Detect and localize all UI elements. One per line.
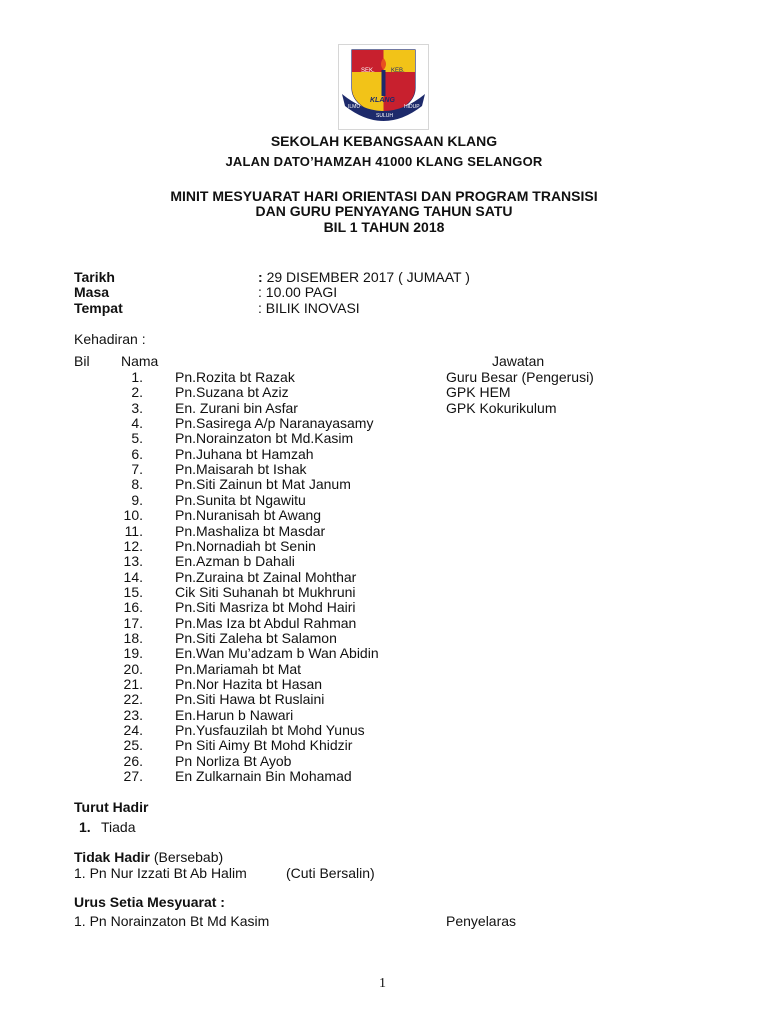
meta-value-masa: : 10.00 PAGI [258, 284, 338, 300]
tidak-hadir-heading-line [74, 849, 223, 865]
attendance-row-name: Pn.Mashaliza bt Masdar [175, 522, 326, 539]
attendance-row-name: Pn.Zuraina bt Zainal Mohthar [175, 568, 357, 585]
attendance-row-number: 13. [123, 553, 143, 570]
urus-setia-heading: Urus Setia Mesyuarat : [74, 894, 225, 910]
attendance-row-number: 3. [131, 399, 143, 416]
meta-value-tarikh: : 29 DISEMBER 2017 ( JUMAAT ) [258, 269, 470, 285]
tidak-hadir-item: 1. Pn Nur Izzati Bt Ab Halim [74, 865, 247, 881]
logo-ribbon-ilmu: ILMU [348, 104, 360, 110]
attendance-row-number: 6. [131, 445, 143, 462]
attendance-row-number: 4. [131, 415, 143, 432]
attendance-row-name: En.Harun b Nawari [175, 706, 294, 723]
attendance-row-number: 19. [123, 645, 143, 662]
attendance-heading: Kehadiran : [74, 331, 146, 347]
attendance-row-number: 16. [123, 599, 143, 616]
attendance-row-number: 22. [123, 691, 143, 708]
logo-text-keb: KEB. [391, 68, 405, 74]
attendance-row-name: Pn.Siti Hawa bt Ruslaini [175, 691, 325, 708]
attendance-row-name: Pn.Siti Zainun bt Mat Janum [175, 476, 351, 493]
school-logo [338, 44, 429, 130]
meta-masa-text: 10.00 PAGI [265, 284, 338, 300]
meta-label-masa: Masa [74, 284, 110, 300]
tidak-hadir-heading: Tidak Hadir [74, 849, 150, 865]
attendance-row-number: 25. [123, 737, 143, 754]
attendance-row-number: 5. [131, 430, 143, 447]
attendance-row-name: Pn.Siti Masriza bt Mohd Hairi [175, 599, 356, 616]
attendance-row-name: Pn.Nornadiah bt Senin [175, 537, 316, 554]
attendance-row-name: Pn.Juhana bt Hamzah [175, 445, 314, 462]
tidak-hadir-note: (Bersebab) [153, 849, 224, 865]
attendance-row-number: 7. [131, 461, 143, 478]
attendance-row-number: 14. [123, 568, 143, 585]
tidak-hadir-reason: (Cuti Bersalin) [286, 865, 375, 881]
attendance-row-name: Pn Norliza Bt Ayob [175, 752, 292, 769]
meta-label-tempat: Tempat [74, 300, 123, 316]
attendance-row-number: 20. [123, 660, 143, 677]
page-number: 1 [379, 976, 386, 991]
attendance-row-name: Pn.Yusfauzilah bt Mohd Yunus [175, 722, 365, 739]
col-nama-header: Nama [121, 353, 159, 369]
attendance-row-name: Pn Siti Aimy Bt Mohd Khidzir [175, 737, 353, 754]
title-line-3: BIL 1 TAHUN 2018 [323, 219, 445, 235]
meta-label-tarikh: Tarikh [74, 269, 115, 285]
attendance-row-name: Pn.Norainzaton bt Md.Kasim [175, 430, 354, 447]
col-bil-header: Bil [74, 353, 90, 369]
school-address: JALAN DATO’HAMZAH 41000 KLANG SELANGOR [225, 154, 543, 169]
attendance-row-name: Cik Siti Suhanah bt Mukhruni [175, 583, 356, 600]
attendance-row-number: 26. [123, 752, 143, 769]
logo-text-klang: KLANG [370, 97, 395, 104]
attendance-row-name: En Zulkarnain Bin Mohamad [175, 768, 352, 785]
attendance-row-number: 21. [123, 676, 143, 692]
attendance-row-number: 12. [123, 537, 143, 554]
title-line-2: DAN GURU PENYAYANG TAHUN SATU [255, 203, 513, 219]
meta-tempat-text: BILIK INOVASI [265, 300, 360, 316]
attendance-row-number: 2. [131, 384, 143, 401]
title-line-1: MINIT MESYUARAT HARI ORIENTASI DAN PROGRAM TRANSISI [170, 188, 598, 204]
turut-hadir-number: 1. [79, 819, 91, 835]
attendance-row-name: Pn.Mas Iza bt Abdul Rahman [175, 614, 357, 631]
attendance-row-name: Pn.Mariamah bt Mat [175, 660, 302, 677]
attendance-row-number: 1. [131, 369, 143, 385]
attendance-row-name: Pn.Nuranisah bt Awang [175, 507, 322, 524]
attendance-row-number: 9. [131, 491, 143, 508]
meta-tarikh-text: 29 DISEMBER 2017 ( JUMAAT ) [266, 269, 470, 285]
col-jawatan-header: Jawatan [492, 353, 545, 369]
logo-ribbon-suluh: SULUH [376, 113, 393, 119]
attendance-row-role: GPK Kokurikulum [446, 399, 557, 416]
school-crest-icon [338, 44, 429, 130]
attendance-row-name: Pn.Nor Hazita bt Hasan [175, 676, 323, 692]
attendance-row-name: Pn.Suzana bt Aziz [175, 384, 289, 401]
attendance-row-name: Pn.Siti Zaleha bt Salamon [175, 629, 337, 646]
attendance-row-number: 18. [123, 629, 143, 646]
urus-setia-item: 1. Pn Norainzaton Bt Md Kasim [74, 913, 270, 929]
attendance-row-name: En. Zurani bin Asfar [175, 399, 298, 416]
attendance-row-name: Pn.Rozita bt Razak [175, 369, 295, 385]
turut-hadir-heading: Turut Hadir [74, 799, 149, 815]
attendance-row-number: 24. [123, 722, 143, 739]
attendance-row-role: Guru Besar (Pengerusi) [446, 369, 594, 385]
attendance-row-name: Pn.Maisarah bt Ishak [175, 461, 307, 478]
attendance-row-name: En.Azman b Dahali [175, 553, 295, 570]
attendance-row-number: 10. [123, 507, 143, 524]
attendance-row-number: 23. [123, 706, 143, 723]
attendance-row-name: Pn.Sasirega A/p Naranayasamy [175, 415, 374, 432]
logo-text-sek: SEK. [361, 68, 375, 74]
meta-value-tempat: : BILIK INOVASI [258, 300, 360, 316]
logo-ribbon-hidup: HIDUP [404, 104, 420, 110]
attendance-row-number: 17. [123, 614, 143, 631]
attendance-row-name: Pn.Sunita bt Ngawitu [175, 491, 306, 508]
urus-setia-role: Penyelaras [446, 913, 517, 929]
attendance-row-number: 15. [123, 583, 143, 600]
turut-hadir-text: Tiada [101, 819, 136, 835]
school-name: SEKOLAH KEBANGSAAN KLANG [270, 133, 498, 149]
attendance-row-number: 11. [124, 522, 143, 539]
attendance-row-number: 27. [123, 768, 143, 785]
attendance-row-name: En.Wan Mu’adzam b Wan Abidin [175, 645, 379, 662]
attendance-row-number: 8. [131, 476, 143, 493]
attendance-row-role: GPK HEM [446, 384, 511, 401]
